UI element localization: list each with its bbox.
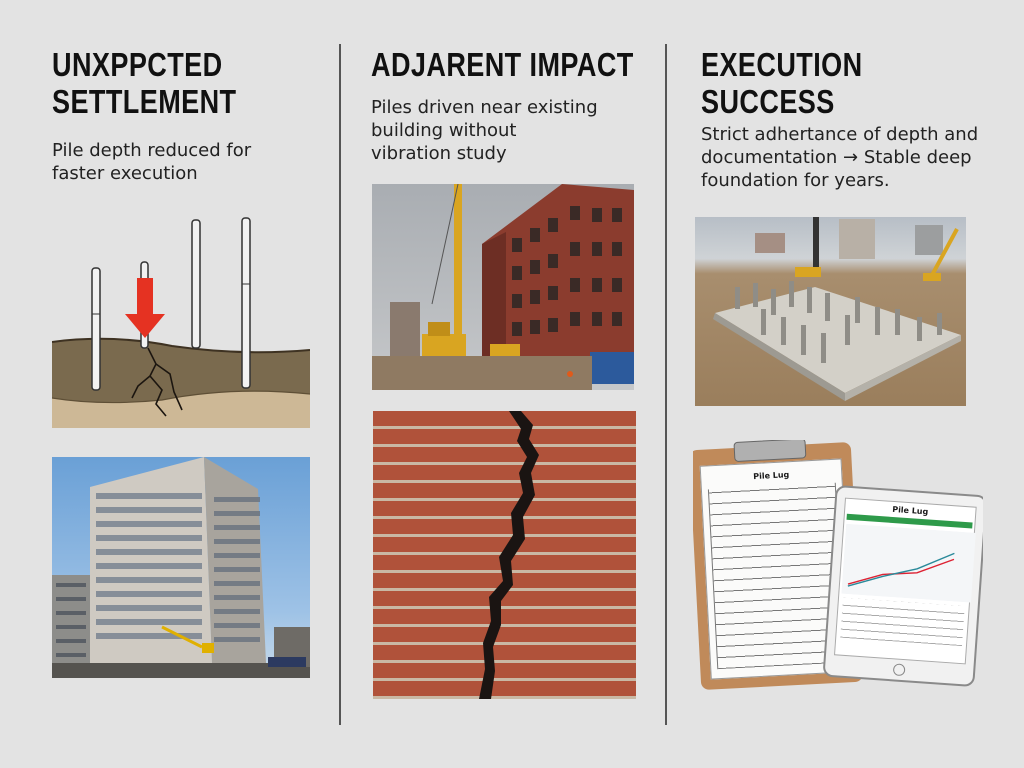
pile-log-documents-illustration <box>693 440 983 692</box>
column-divider-right <box>665 44 667 725</box>
settlement-arrow-icon <box>125 278 165 338</box>
description-line: faster execution <box>52 163 198 184</box>
piling-rig-near-brick-building-photo <box>372 184 634 390</box>
pile-settlement-diagram <box>52 214 310 428</box>
column-execution-success <box>701 0 1011 768</box>
column-title-line: EXECUTION <box>701 46 863 83</box>
column-title-line: SUCCESS <box>701 83 835 120</box>
column-divider-left <box>339 44 341 725</box>
column-title <box>52 46 237 120</box>
column-description <box>52 139 322 185</box>
description-line: Pile depth reduced for <box>52 140 252 161</box>
column-description <box>701 123 1011 192</box>
description-line: Piles driven near existing <box>371 97 598 118</box>
column-title <box>371 46 634 83</box>
column-title <box>701 46 863 120</box>
column-title-line: UNXPPCTED <box>52 46 223 83</box>
high-rise-building-photo <box>52 457 310 678</box>
description-line: building without <box>371 120 517 141</box>
clipboard-title: Pile Lug <box>753 470 790 482</box>
cracked-brick-wall-photo <box>373 411 636 699</box>
column-unexpected-settlement <box>52 0 322 768</box>
description-line: vibration study <box>371 143 507 164</box>
description-line: Strict adhertance of depth and <box>701 124 979 145</box>
clipboard-clip <box>733 440 806 462</box>
column-title-line: SETTLEMENT <box>52 83 237 120</box>
description-line: documentation → Stable deep <box>701 147 972 168</box>
pile-cap-foundation-site-photo <box>695 217 966 406</box>
home-button-icon <box>893 663 906 676</box>
tablet <box>822 485 983 687</box>
column-description <box>371 96 643 165</box>
tablet-title: Pile Lug <box>891 504 929 517</box>
column-adjacent-impact <box>371 0 643 768</box>
description-line: foundation for years. <box>701 170 890 191</box>
column-title-line: ADJARENT IMPACT <box>371 46 634 83</box>
